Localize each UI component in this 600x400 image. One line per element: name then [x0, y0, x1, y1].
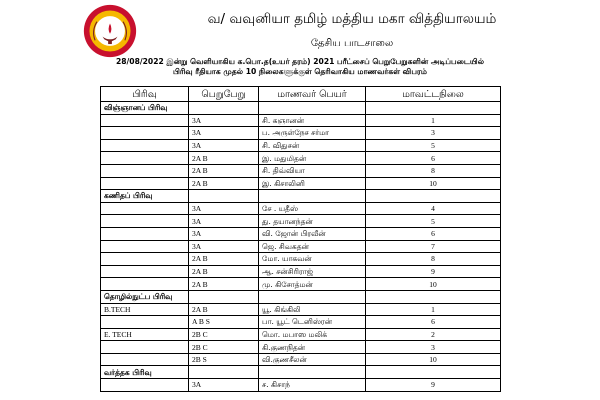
section-empty-cell — [189, 102, 259, 115]
cell-district-rank: 10 — [366, 278, 501, 291]
section-empty-cell — [366, 366, 501, 379]
cell-district-rank: 5 — [366, 139, 501, 152]
cell-result: 3A — [189, 202, 259, 215]
section-empty-cell — [259, 102, 366, 115]
cell-result: A B S — [189, 316, 259, 329]
results-description-line: பிரிவு ரீதியாக முதல் 10 நிலைகளுக்குள் தெரிவாகிய மாணவர்கள் விபரம் — [172, 67, 428, 76]
cell-result: 2A B — [189, 152, 259, 165]
cell-student-name: சி. திவ்வியா — [259, 164, 366, 177]
section-row — [101, 190, 501, 203]
cell-result: 3A — [189, 114, 259, 127]
cell-sub-stream — [101, 265, 189, 278]
cell-sub-stream — [101, 253, 189, 266]
cell-student-name: மு. கிசோத்மன் — [259, 278, 366, 291]
cell-student-name: மொ. மபாஸ மலிக் — [259, 328, 366, 341]
table-row — [101, 303, 501, 316]
cell-district-rank: 8 — [366, 164, 501, 177]
cell-student-name: சி. விதுசன் — [259, 139, 366, 152]
header-student-name: மாணவர் பெயர் — [259, 87, 366, 102]
results-table-body — [101, 102, 501, 392]
cell-student-name: மோ. யாகவன் — [259, 253, 366, 266]
cell-district-rank: 6 — [366, 227, 501, 240]
section-empty-cell — [189, 366, 259, 379]
cell-sub-stream — [101, 164, 189, 177]
cell-district-rank: 7 — [366, 240, 501, 253]
cell-sub-stream — [101, 215, 189, 228]
cell-student-name: ச. கிசாந் — [259, 379, 366, 392]
cell-result: 2A B — [189, 278, 259, 291]
section-empty-cell — [366, 190, 501, 203]
section-empty-cell — [366, 102, 501, 115]
cell-sub-stream — [101, 177, 189, 190]
table-row — [101, 316, 501, 329]
cell-sub-stream: B.TECH — [101, 303, 189, 316]
school-type-subtitle: தேசிய பாடசாலை — [310, 38, 394, 49]
section-empty-cell — [366, 290, 501, 303]
cell-student-name: ப. அருள்நேச சர்மா — [259, 127, 366, 140]
cell-district-rank: 1 — [366, 303, 501, 316]
section-empty-cell — [259, 290, 366, 303]
section-row — [101, 102, 501, 115]
header-result: பெறுபேறு — [189, 87, 259, 102]
table-row — [101, 114, 501, 127]
cell-student-name: சே . யதீஸ் — [259, 202, 366, 215]
table-row — [101, 164, 501, 177]
cell-district-rank: 10 — [366, 353, 501, 366]
section-empty-cell — [189, 290, 259, 303]
section-row — [101, 366, 501, 379]
table-header-row — [101, 87, 501, 102]
cell-result: 3A — [189, 139, 259, 152]
cell-district-rank: 3 — [366, 341, 501, 354]
table-row — [101, 177, 501, 190]
cell-result: 2B C — [189, 328, 259, 341]
cell-result: 3A — [189, 379, 259, 392]
school-name-title: வ/ வவுனியா தமிழ் மத்திய மகா வித்தியாலயம் — [207, 11, 497, 27]
cell-student-name: ஜெ. சிவகதன் — [259, 240, 366, 253]
cell-district-rank: 9 — [366, 265, 501, 278]
cell-sub-stream — [101, 152, 189, 165]
section-label: வர்த்தக பிரிவு — [101, 366, 189, 379]
cell-district-rank: 5 — [366, 215, 501, 228]
cell-student-name: இ. மதுமிதன் — [259, 152, 366, 165]
table-row — [101, 328, 501, 341]
results-table — [100, 86, 501, 392]
table-row — [101, 341, 501, 354]
table-row — [101, 202, 501, 215]
table-row — [101, 240, 501, 253]
cell-result: 3A — [189, 227, 259, 240]
section-label: விஞ்ஞானப் பிரிவு — [101, 102, 189, 115]
cell-result: 2A B — [189, 303, 259, 316]
cell-district-rank: 6 — [366, 316, 501, 329]
cell-sub-stream — [101, 240, 189, 253]
table-row — [101, 152, 501, 165]
cell-district-rank: 8 — [366, 253, 501, 266]
cell-district-rank: 9 — [366, 379, 501, 392]
cell-student-name: கி.குணநிதன் — [259, 341, 366, 354]
cell-student-name: து. தயானந்தன் — [259, 215, 366, 228]
cell-result: 3A — [189, 127, 259, 140]
cell-student-name: யூ. கிங்கிலி — [259, 303, 366, 316]
cell-district-rank: 1 — [366, 114, 501, 127]
cell-district-rank: 2 — [366, 328, 501, 341]
table-row — [101, 265, 501, 278]
section-label: கணிதப் பிரிவு — [101, 190, 189, 203]
cell-student-name: சி. கஞானன் — [259, 114, 366, 127]
cell-sub-stream — [101, 379, 189, 392]
cell-result: 2B S — [189, 353, 259, 366]
table-row — [101, 215, 501, 228]
cell-sub-stream — [101, 278, 189, 291]
table-row — [101, 353, 501, 366]
section-empty-cell — [259, 366, 366, 379]
cell-student-name: இ. கிசாலினி — [259, 177, 366, 190]
table-row — [101, 227, 501, 240]
cell-student-name: வி.குணசீலன் — [259, 353, 366, 366]
section-row — [101, 290, 501, 303]
cell-result: 2A B — [189, 253, 259, 266]
cell-sub-stream — [101, 227, 189, 240]
cell-result: 3A — [189, 215, 259, 228]
cell-result: 2A B — [189, 177, 259, 190]
cell-sub-stream — [101, 341, 189, 354]
table-row — [101, 253, 501, 266]
results-date-line: 28/08/2022 இன்று வெளியாகிய க.பொ.த(உயர் தரம்) 2021 பரீட்சைப் பெறுபேறுகளின் அடிப்படையில் — [115, 57, 485, 66]
cell-district-rank: 4 — [366, 202, 501, 215]
cell-student-name: வி. ஜோன் பிரவீன் — [259, 227, 366, 240]
cell-result: 2B C — [189, 341, 259, 354]
table-row — [101, 379, 501, 392]
cell-sub-stream — [101, 353, 189, 366]
table-row — [101, 127, 501, 140]
cell-sub-stream — [101, 127, 189, 140]
cell-result: 2A B — [189, 265, 259, 278]
section-empty-cell — [259, 190, 366, 203]
cell-sub-stream: E. TECH — [101, 328, 189, 341]
cell-sub-stream — [101, 316, 189, 329]
table-row — [101, 278, 501, 291]
cell-student-name: பா. யூட் டெனிஸ்ரன் — [259, 316, 366, 329]
section-empty-cell — [189, 190, 259, 203]
table-row — [101, 139, 501, 152]
cell-sub-stream — [101, 139, 189, 152]
header-district-rank: மாவட்டநிலை — [366, 87, 501, 102]
cell-result: 2A B — [189, 164, 259, 177]
cell-result: 3A — [189, 240, 259, 253]
cell-district-rank: 10 — [366, 177, 501, 190]
cell-sub-stream — [101, 114, 189, 127]
school-crest-logo — [82, 3, 138, 59]
section-label: தொழில்நுட்ப பிரிவு — [101, 290, 189, 303]
cell-district-rank: 6 — [366, 152, 501, 165]
cell-student-name: ஆ. சன்சிரிராஜ் — [259, 265, 366, 278]
header-stream: பிரிவு — [101, 87, 189, 102]
cell-sub-stream — [101, 202, 189, 215]
cell-district-rank: 3 — [366, 127, 501, 140]
